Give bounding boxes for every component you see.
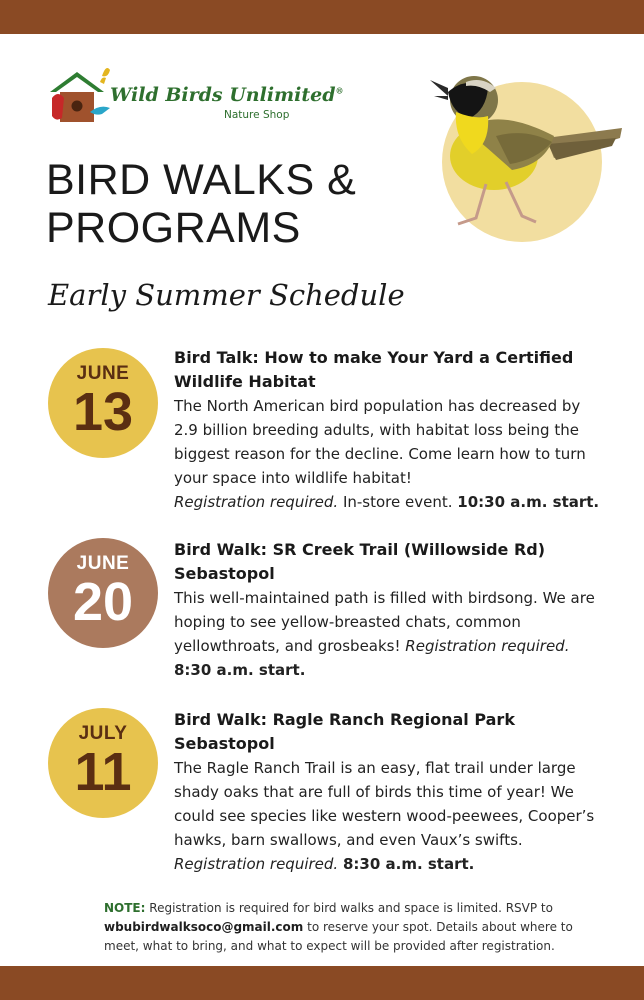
- date-badge-july-11: [48, 708, 158, 818]
- bottom-border-band: [0, 966, 644, 1000]
- trademark-mark: ®: [335, 85, 344, 96]
- event-registration: Registration required.: [405, 637, 570, 655]
- note-text-before: Registration is required for bird walks and space is limited. RSVP to: [149, 901, 553, 915]
- event-time: 8:30 a.m. start.: [342, 855, 475, 873]
- schedule-subtitle: Early Summer Schedule: [48, 278, 405, 312]
- registration-note: [104, 899, 584, 956]
- date-month: JUNE: [76, 553, 130, 574]
- date-day: 11: [74, 742, 132, 802]
- date-badge-june-20: [48, 538, 158, 648]
- brand-name: [110, 84, 344, 106]
- event-description: The North American bird population has decreased by 2.9 billion breeding adults, with habitat loss being the biggest reason for the decline. Come learn how to turn your space into wildlife habitat!: [174, 397, 586, 487]
- title-line-1: BIRD WALKS &: [46, 156, 357, 204]
- page-title: [46, 156, 426, 252]
- event-location: In-store event.: [342, 493, 453, 511]
- event-time: 10:30 a.m. start.: [457, 493, 600, 511]
- brand-subtitle: Nature Shop: [224, 109, 290, 121]
- event-registration: Registration required.: [174, 493, 339, 511]
- note-text-after: to reserve your spot. Details about where to meet, what to bring, and what to expect will be provided after registration.: [104, 920, 573, 953]
- brand-name-text: Wild Birds Unlimited: [110, 84, 336, 106]
- note-label: NOTE:: [104, 901, 146, 915]
- date-month: JUNE: [76, 363, 130, 384]
- event-item: [174, 538, 604, 682]
- date-badge-june-13: [48, 348, 158, 458]
- date-day: 20: [72, 572, 134, 632]
- event-title: Bird Walk: SR Creek Trail (Willowside Rd) Sebastopol: [174, 540, 546, 583]
- yellowthroat-bird-icon: [426, 66, 626, 242]
- event-description: This well-maintained path is filled with birdsong. We are hoping to see yellow-breasted chats, common yellowthroats, and grosbeaks!: [174, 589, 595, 655]
- birdhouse-logo-icon: [46, 62, 112, 126]
- event-description-block: [174, 394, 604, 514]
- top-border-band: [0, 0, 644, 34]
- event-item: [174, 708, 604, 876]
- brand-logo: [46, 62, 344, 126]
- bird-illustration: [426, 66, 626, 242]
- event-description: The Ragle Ranch Trail is an easy, flat trail under large shady oaks that are full of birds this time of year! We could see species like western wood-peewees, Cooper’s hawks, barn swallows, and even Vaux’s swifts.: [174, 759, 595, 849]
- event-description-block: [174, 756, 604, 876]
- date-day: 13: [72, 382, 134, 442]
- event-item: [174, 346, 604, 514]
- date-month: JULY: [78, 723, 128, 744]
- event-description-block: [174, 586, 604, 682]
- event-title: Bird Walk: Ragle Ranch Regional Park Sebastopol: [174, 710, 515, 753]
- title-line-2: PROGRAMS: [46, 204, 301, 252]
- event-time: 8:30 a.m. start.: [174, 661, 306, 679]
- event-title: Bird Talk: How to make Your Yard a Certified Wildlife Habitat: [174, 348, 574, 391]
- rsvp-email-link[interactable]: wbubirdwalksoco@gmail.com: [104, 920, 304, 934]
- event-registration: Registration required.: [174, 855, 339, 873]
